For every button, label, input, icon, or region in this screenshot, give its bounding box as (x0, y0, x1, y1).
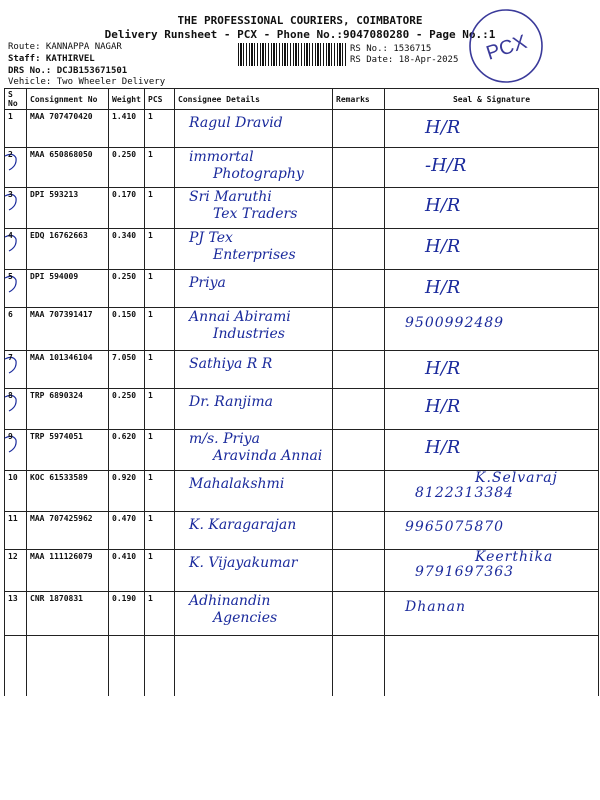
remarks-cell (333, 188, 385, 229)
consignment-cell-text: TRP 5974051 (30, 432, 83, 441)
consignment-cell (27, 270, 109, 308)
consignee-cell (175, 270, 333, 308)
weight-cell (109, 270, 145, 308)
pcs-cell (145, 471, 175, 512)
sno-cell-text: 10 (8, 473, 18, 482)
consignment-cell (27, 351, 109, 389)
weight-cell (109, 550, 145, 592)
sno-cell (5, 471, 27, 512)
weight-cell-text: 7.050 (112, 353, 137, 362)
weight-cell (109, 351, 145, 389)
pcs-cell (145, 270, 175, 308)
weight-cell-text: 0.190 (112, 594, 137, 603)
remarks-cell (333, 148, 385, 188)
blank-row (5, 636, 599, 696)
consignment-cell-text: DPI 593213 (30, 190, 79, 199)
weight-cell-text: 0.250 (112, 391, 137, 400)
sno-cell-text: 2 (8, 150, 13, 159)
weight-cell-text: 0.150 (112, 310, 137, 319)
signature-cell (385, 512, 599, 550)
staff-label: Staff: KATHIRVEL (8, 54, 95, 64)
weight-cell (109, 389, 145, 430)
sno-cell (5, 188, 27, 229)
route-label: Route: KANNAPPA NAGAR (8, 42, 122, 52)
sno-cell (5, 148, 27, 188)
handwritten-consignee: Industries (213, 326, 285, 342)
pcs-cell (145, 229, 175, 270)
handwritten-signature: 9791697363 (415, 564, 515, 580)
table-row (5, 308, 599, 351)
sno-cell (5, 110, 27, 148)
consignment-cell-text: MAA 650868050 (30, 150, 93, 159)
pcs-cell-text: 1 (148, 190, 153, 199)
col-weight: Weight (109, 89, 145, 110)
table-row (5, 110, 599, 148)
pcs-cell (145, 148, 175, 188)
sno-cell-text: 6 (8, 310, 13, 319)
weight-cell-text: 0.340 (112, 231, 137, 240)
pcs-cell (145, 308, 175, 351)
signature-cell (385, 188, 599, 229)
consignment-cell (27, 592, 109, 636)
col-pcs: PCS (145, 89, 175, 110)
pcs-cell (145, 351, 175, 389)
table-header-row (5, 89, 599, 110)
remarks-cell (333, 550, 385, 592)
table-row (5, 389, 599, 430)
remarks-cell (333, 308, 385, 351)
sno-cell (5, 592, 27, 636)
consignment-cell-text: MAA 707425962 (30, 514, 93, 523)
handwritten-consignee: K. Vijayakumar (189, 555, 298, 571)
sno-cell-text: 4 (8, 231, 13, 240)
signature-cell (385, 592, 599, 636)
col-consignee: Consignee Details (175, 89, 333, 110)
remarks-cell (333, 389, 385, 430)
handwritten-signature: 9500992489 (405, 315, 505, 331)
weight-cell (109, 148, 145, 188)
remarks-cell (333, 351, 385, 389)
sno-cell (5, 430, 27, 471)
weight-cell (109, 229, 145, 270)
handwritten-consignee: Priya (189, 275, 226, 291)
consignee-cell (175, 512, 333, 550)
sno-cell-text: 5 (8, 272, 13, 281)
handwritten-consignee: Dr. Ranjima (189, 394, 273, 410)
signature-cell (385, 471, 599, 512)
pcs-cell-text: 1 (148, 353, 153, 362)
consignment-cell (27, 389, 109, 430)
consignee-cell (175, 148, 333, 188)
pcs-cell (145, 512, 175, 550)
pcs-cell-text: 1 (148, 310, 153, 319)
consignment-cell-text: MAA 111126079 (30, 552, 93, 561)
table-row (5, 471, 599, 512)
handwritten-signature: H/R (425, 195, 461, 216)
signature-cell (385, 389, 599, 430)
sno-cell (5, 389, 27, 430)
consignment-cell (27, 430, 109, 471)
table-row (5, 512, 599, 550)
consignment-cell-text: DPI 594009 (30, 272, 79, 281)
consignee-cell (175, 389, 333, 430)
handwritten-consignee: Enterprises (213, 247, 296, 263)
weight-cell-text: 0.250 (112, 272, 137, 281)
signature-cell (385, 430, 599, 471)
pcx-stamp (466, 6, 546, 86)
sno-cell-text: 11 (8, 514, 18, 523)
signature-cell (385, 148, 599, 188)
handwritten-consignee: Tex Traders (213, 206, 298, 222)
remarks-cell (333, 592, 385, 636)
handwritten-signature: Dhanan (405, 599, 466, 615)
consignment-cell (27, 308, 109, 351)
handwritten-signature: H/R (425, 437, 461, 458)
signature-cell (385, 308, 599, 351)
pcs-cell-text: 1 (148, 391, 153, 400)
sno-cell (5, 308, 27, 351)
consignee-cell (175, 229, 333, 270)
sno-cell (5, 270, 27, 308)
table-row (5, 270, 599, 308)
weight-cell (109, 471, 145, 512)
pcs-cell (145, 389, 175, 430)
handwritten-consignee: Mahalakshmi (189, 476, 285, 492)
handwritten-signature: -H/R (425, 155, 467, 176)
handwritten-signature: H/R (425, 236, 461, 257)
handwritten-consignee: Agencies (213, 610, 278, 626)
remarks-cell (333, 229, 385, 270)
pcs-cell-text: 1 (148, 432, 153, 441)
pcs-cell-text: 1 (148, 112, 153, 121)
consignee-cell (175, 471, 333, 512)
table-row (5, 592, 599, 636)
table-row (5, 229, 599, 270)
weight-cell (109, 592, 145, 636)
col-consignment: Consignment No (27, 89, 109, 110)
sno-cell-text: 7 (8, 353, 13, 362)
table-row (5, 430, 599, 471)
runsheet-title: Delivery Runsheet - PCX - Phone No.:9047080280 - Page No.:1 (104, 28, 496, 41)
handwritten-consignee: Aravinda Annai (213, 448, 323, 464)
handwritten-signature: H/R (425, 358, 461, 379)
sno-cell-text: 12 (8, 552, 18, 561)
consignment-cell-text: MAA 707470420 (30, 112, 93, 121)
weight-cell (109, 308, 145, 351)
signature-cell (385, 550, 599, 592)
weight-cell (109, 512, 145, 550)
remarks-cell (333, 430, 385, 471)
pcs-cell-text: 1 (148, 594, 153, 603)
weight-cell (109, 188, 145, 229)
drs-label: DRS No.: DCJB153671501 (8, 66, 128, 76)
weight-cell-text: 0.920 (112, 473, 137, 482)
remarks-cell (333, 512, 385, 550)
handwritten-signature: 8122313384 (415, 485, 515, 501)
stamp-text: PCX (483, 31, 530, 65)
handwritten-consignee: immortal (189, 149, 254, 165)
table-row (5, 550, 599, 592)
remarks-cell (333, 471, 385, 512)
remarks-cell (333, 110, 385, 148)
weight-cell-text: 1.410 (112, 112, 137, 121)
pcs-cell-text: 1 (148, 473, 153, 482)
barcode (238, 43, 346, 66)
consignee-cell (175, 110, 333, 148)
consignment-cell-text: KOC 61533589 (30, 473, 88, 482)
handwritten-signature: Keerthika (475, 549, 554, 565)
consignee-cell (175, 188, 333, 229)
weight-cell-text: 0.470 (112, 514, 137, 523)
weight-cell-text: 0.170 (112, 190, 137, 199)
sno-cell (5, 229, 27, 270)
pcs-cell-text: 1 (148, 150, 153, 159)
pcs-cell (145, 110, 175, 148)
consignment-cell (27, 148, 109, 188)
consignment-cell-text: MAA 707391417 (30, 310, 93, 319)
handwritten-consignee: Annai Abirami (189, 309, 291, 325)
pcs-cell (145, 592, 175, 636)
weight-cell (109, 430, 145, 471)
weight-cell (109, 110, 145, 148)
cut-off-header-line (160, 0, 400, 5)
sno-cell-text: 1 (8, 112, 13, 121)
sno-cell-text: 13 (8, 594, 18, 603)
handwritten-consignee: Adhinandin (189, 593, 271, 609)
runsheet-table (4, 88, 599, 696)
handwritten-consignee: K. Karagarajan (189, 517, 297, 533)
sno-cell (5, 512, 27, 550)
vehicle-label: Vehicle: Two Wheeler Delivery (8, 77, 166, 87)
consignee-cell (175, 550, 333, 592)
consignee-cell (175, 592, 333, 636)
consignment-cell (27, 229, 109, 270)
pcs-cell (145, 430, 175, 471)
rs-date: RS Date: 18-Apr-2025 (350, 55, 459, 65)
handwritten-consignee: Sathiya R R (189, 356, 273, 372)
consignment-cell (27, 471, 109, 512)
col-signature: Seal & Signature (385, 89, 599, 110)
sno-cell (5, 351, 27, 389)
table-row (5, 148, 599, 188)
pcs-cell-text: 1 (148, 272, 153, 281)
handwritten-consignee: Ragul Dravid (189, 115, 283, 131)
weight-cell-text: 0.250 (112, 150, 137, 159)
company-title: THE PROFESSIONAL COURIERS, COIMBATORE (177, 14, 423, 27)
sno-cell-text: 8 (8, 391, 13, 400)
pcs-cell-text: 1 (148, 231, 153, 240)
table-row (5, 351, 599, 389)
signature-cell (385, 229, 599, 270)
handwritten-signature: H/R (425, 277, 461, 298)
remarks-cell (333, 270, 385, 308)
pcs-cell-text: 1 (148, 514, 153, 523)
pcs-cell (145, 550, 175, 592)
consignment-cell (27, 188, 109, 229)
sno-cell (5, 550, 27, 592)
weight-cell-text: 0.410 (112, 552, 137, 561)
handwritten-signature: H/R (425, 117, 461, 138)
signature-cell (385, 110, 599, 148)
handwritten-consignee: m/s. Priya (189, 431, 260, 447)
signature-cell (385, 351, 599, 389)
col-sno: S No (5, 89, 27, 110)
consignment-cell-text: TRP 6890324 (30, 391, 83, 400)
rs-number: RS No.: 1536715 (350, 44, 432, 54)
weight-cell-text: 0.620 (112, 432, 137, 441)
handwritten-signature: K.Selvaraj (475, 470, 558, 486)
handwritten-consignee: PJ Tex (189, 230, 233, 246)
pcs-cell-text: 1 (148, 552, 153, 561)
consignee-cell (175, 351, 333, 389)
consignment-cell-text: EDQ 16762663 (30, 231, 88, 240)
pcs-cell (145, 188, 175, 229)
consignment-cell-text: CNR 1870831 (30, 594, 83, 603)
signature-cell (385, 270, 599, 308)
table-row (5, 188, 599, 229)
sno-cell-text: 9 (8, 432, 13, 441)
consignment-cell (27, 512, 109, 550)
consignment-cell (27, 550, 109, 592)
handwritten-signature: 9965075870 (405, 519, 505, 535)
consignment-cell (27, 110, 109, 148)
consignee-cell (175, 308, 333, 351)
handwritten-signature: H/R (425, 396, 461, 417)
handwritten-consignee: Photography (213, 166, 304, 182)
col-remarks: Remarks (333, 89, 385, 110)
handwritten-consignee: Sri Maruthi (189, 189, 272, 205)
sno-cell-text: 3 (8, 190, 13, 199)
consignee-cell (175, 430, 333, 471)
consignment-cell-text: MAA 101346104 (30, 353, 93, 362)
